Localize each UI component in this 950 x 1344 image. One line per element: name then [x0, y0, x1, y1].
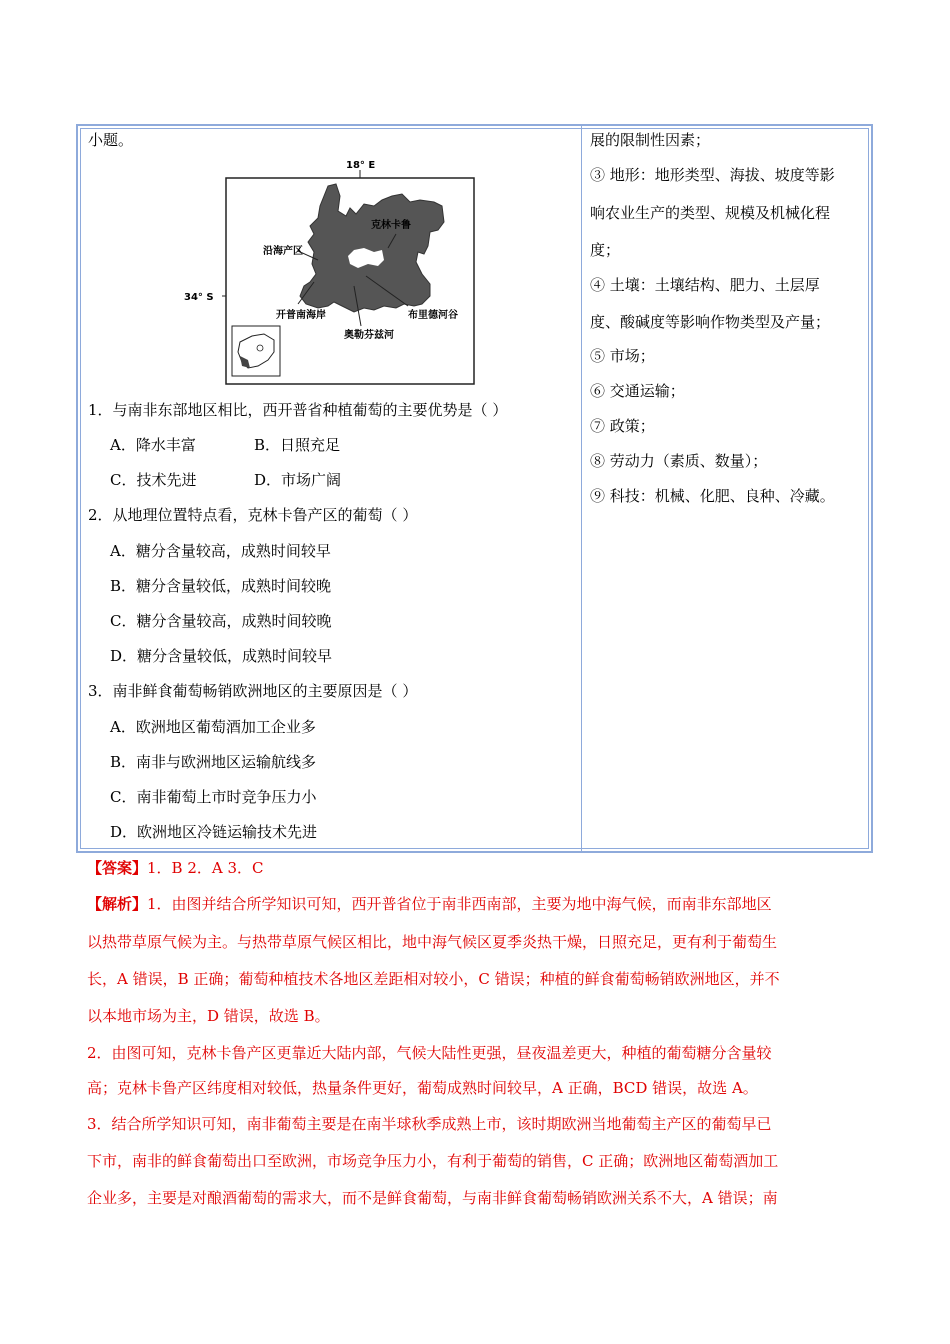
- question-table: [76, 124, 873, 853]
- latitude-label: 34° S: [184, 292, 214, 303]
- answer-tag: 【答案】: [87, 859, 148, 877]
- right-line: ⑧ 劳动力（素质、数量）；: [590, 452, 768, 470]
- longitude-label: 18° E: [346, 160, 376, 171]
- q3-option-b: B．南非与欧洲地区运输航线多: [110, 753, 317, 771]
- q1-option-d: D．市场广阔: [254, 471, 342, 489]
- q1-stem: 1．与南非东部地区相比，西开普省种植葡萄的主要优势是（ ）: [88, 401, 508, 419]
- column-divider: [581, 126, 582, 851]
- map-label-coastal: 沿海产区: [263, 246, 303, 257]
- right-line: ⑥ 交通运输；: [590, 382, 685, 400]
- map-label-breede: 布里德河谷: [408, 310, 458, 321]
- q1-option-a: A．降水丰富: [110, 436, 196, 454]
- analysis-line: 3．结合所学知识可知，南非葡萄主要是在南半球秋季成熟上市，该时期欧洲当地葡萄主产区的葡萄早已: [87, 1115, 772, 1133]
- answer-line: [87, 858, 264, 878]
- analysis-line: 2．由图可知，克林卡鲁产区更靠近大陆内部，气候大陆性更强，昼夜温差更大，种植的葡萄糖分含量较: [87, 1044, 772, 1062]
- intro-text: 小题。: [88, 131, 134, 149]
- region-map: [178, 156, 498, 391]
- map-label-olifants: 奥勒芬兹河: [344, 330, 394, 341]
- q2-option-d: D．糖分含量较低，成熟时间较早: [110, 647, 333, 665]
- analysis-line: 长，A 错误，B 正确；葡萄种植技术各地区差距相对较小，C 错误；种植的鲜食葡萄畅销欧洲地区，并不: [87, 970, 780, 988]
- q2-option-a: A．糖分含量较高，成熟时间较早: [110, 542, 331, 560]
- right-line: 度、酸碱度等影响作物类型及产量；: [590, 313, 831, 331]
- q3-stem: 3．南非鲜食葡萄畅销欧洲地区的主要原因是（ ）: [88, 682, 418, 700]
- right-line: 度；: [590, 241, 621, 259]
- analysis-tag: 【解析】: [87, 895, 148, 913]
- right-line: 展的限制性因素；: [590, 131, 711, 149]
- q1-option-c: C．技术先进: [110, 471, 197, 489]
- q2-stem: 2．从地理位置特点看，克林卡鲁产区的葡萄（ ）: [88, 506, 418, 524]
- analysis-line: 高；克林卡鲁产区纬度相对较低，热量条件更好，葡萄成熟时间较早，A 正确，BCD 错误，故选 A。: [87, 1079, 758, 1097]
- q2-option-b: B．糖分含量较低，成熟时间较晚: [110, 577, 332, 595]
- right-line: ⑨ 科技：机械、化肥、良种、冷藏。: [590, 487, 835, 505]
- analysis-line: 下市，南非的鲜食葡萄出口至欧洲，市场竞争压力小，有利于葡萄的销售，C 正确；欧洲地区葡萄酒加工: [87, 1152, 779, 1170]
- right-line: ③ 地形：地形类型、海拔、坡度等影: [590, 166, 835, 184]
- right-line: ④ 土壤：土壤结构、肥力、土层厚: [590, 276, 820, 294]
- right-line: ⑦ 政策；: [590, 417, 655, 435]
- map-label-south-coast: 开普南海岸: [276, 310, 326, 321]
- q3-option-d: D．欧洲地区冷链运输技术先进: [110, 823, 318, 841]
- analysis-line: 以热带草原气候为主。与热带草原气候区相比，地中海气候区夏季炎热干燥，日照充足，更有利于葡萄生: [87, 933, 778, 951]
- q3-option-a: A．欧洲地区葡萄酒加工企业多: [110, 718, 316, 736]
- analysis-text: 1．由图并结合所学知识可知，西开普省位于南非西南部，主要为地中海气候，而南非东部地区: [147, 895, 772, 913]
- analysis-line: 以本地市场为主，D 错误，故选 B。: [87, 1007, 330, 1025]
- q1-option-b: B．日照充足: [254, 436, 341, 454]
- right-line: ⑤ 市场；: [590, 347, 655, 365]
- q3-option-c: C．南非葡萄上市时竞争压力小: [110, 788, 317, 806]
- answer-text: 1．B 2．A 3．C: [147, 859, 264, 877]
- analysis-line: 企业多，主要是对酿酒葡萄的需求大，而不是鲜食葡萄，与南非鲜食葡萄畅销欧洲关系不大，A 错误；南: [87, 1189, 778, 1207]
- map-label-kelinkalu: 克林卡鲁: [371, 220, 411, 231]
- analysis-line: [87, 894, 772, 914]
- right-line: 响农业生产的类型、规模及机械化程: [590, 204, 831, 222]
- q2-option-c: C．糖分含量较高，成熟时间较晚: [110, 612, 332, 630]
